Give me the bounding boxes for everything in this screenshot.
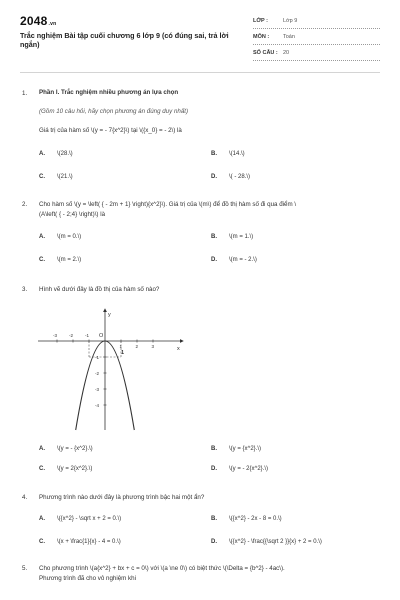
- option-letter[interactable]: D.: [211, 257, 217, 263]
- option-text[interactable]: \(14.\): [229, 151, 245, 157]
- meta-label: MÔN :: [253, 33, 270, 40]
- option-letter[interactable]: C.: [39, 466, 45, 472]
- question-number: 4.: [22, 494, 28, 501]
- parabola-graph: [38, 306, 188, 431]
- x-tick-label: 1: [119, 344, 123, 349]
- option-text[interactable]: \({x^2} - \frac{{\sqrt 2 }}{x} + 2 = 0.\): [229, 539, 322, 545]
- question-2-line-1: Cho hàm số \(y = \left( { - 2m + 1} \right){x^2}\). Giá trị của \(m\) để đồ thị hàm số đi qua điểm \: [39, 201, 297, 208]
- document-title: Trắc nghiệm Bài tập cuối chương 6 lớp 9 (có đúng sai, trả lời ngắn): [20, 31, 229, 49]
- origin-label: O: [99, 333, 104, 339]
- option-text[interactable]: \( - 28.\): [229, 174, 251, 180]
- option-letter[interactable]: A.: [39, 446, 45, 452]
- question-5-line-2: Phương trình đã cho vô nghiệm khi: [39, 574, 136, 582]
- option-text[interactable]: \(y = {x^2}.\): [229, 446, 261, 452]
- question-4-text: Phương trình nào dưới đây là phương trình bậc hai một ẩn?: [39, 494, 205, 501]
- section-number: 1.: [22, 90, 28, 97]
- logo-suffix: .vn: [48, 21, 57, 27]
- meta-label: LỚP :: [253, 17, 268, 24]
- question-number: 3.: [22, 286, 28, 293]
- meta-table: [253, 13, 380, 61]
- option-text[interactable]: \(y = 2{x^2}.\): [57, 466, 93, 472]
- option-letter[interactable]: B.: [211, 446, 217, 452]
- option-letter[interactable]: C.: [39, 257, 45, 263]
- option-text[interactable]: \(y = - 2{x^2}.\): [229, 466, 268, 472]
- option-letter[interactable]: B.: [211, 234, 217, 240]
- option-letter[interactable]: C.: [39, 174, 45, 180]
- meta-row-class: [253, 13, 380, 29]
- x-axis-label: x: [177, 346, 180, 352]
- question-1-text: Giá trị của hàm số \(y = - 7{x^2}\) tại \({x_0} = - 2\) là: [39, 127, 182, 134]
- x-tick-label: -2: [69, 333, 74, 338]
- option-text[interactable]: \(m = 1.\): [229, 234, 254, 240]
- meta-value: Lớp 9: [283, 17, 298, 24]
- question-number: 2.: [22, 201, 28, 208]
- meta-row-subject: [253, 29, 380, 45]
- site-logo[interactable]: 2048.vn: [20, 14, 57, 28]
- option-text[interactable]: \({x^2} - \sqrt x + 2 = 0.\): [57, 516, 122, 522]
- y-axis-label: y: [108, 312, 111, 318]
- option-text[interactable]: \(y = - {x^2}.\): [57, 446, 93, 452]
- option-text[interactable]: \(28.\): [57, 151, 73, 157]
- question-number: 5.: [22, 565, 28, 572]
- question-5-line-1: Cho phương trình \(a{x^2} + bx + c = 0\) với \(a \ne 0\) có biệt thức \(\Delta = {b^2} - 4ac\).: [39, 565, 285, 572]
- header-divider: [20, 72, 380, 73]
- option-letter[interactable]: A.: [39, 234, 45, 240]
- x-tick-label: 2: [135, 344, 139, 349]
- meta-row-count: [253, 45, 380, 61]
- section-title: Phần I. Trắc nghiệm nhiều phương án lựa chọn: [39, 89, 179, 96]
- x-tick-label: -1: [85, 333, 90, 338]
- option-letter[interactable]: A.: [39, 151, 45, 157]
- option-letter[interactable]: D.: [211, 539, 217, 545]
- option-letter[interactable]: D.: [211, 174, 217, 180]
- y-tick-label: -3: [95, 387, 100, 392]
- point-label: 1: [121, 350, 125, 356]
- x-tick-label: 3: [151, 344, 155, 349]
- option-letter[interactable]: B.: [211, 516, 217, 522]
- y-tick-label: -4: [95, 403, 100, 408]
- y-tick-label: -1: [95, 355, 100, 360]
- option-text[interactable]: \(m = - 2.\): [229, 257, 257, 263]
- meta-value: 20: [283, 49, 290, 56]
- option-text[interactable]: \(x + \frac{1}{x} - 4 = 0.\): [57, 539, 121, 545]
- option-letter[interactable]: D.: [211, 466, 217, 472]
- option-text[interactable]: \(21.\): [57, 174, 73, 180]
- meta-value: Toán: [283, 33, 295, 40]
- option-letter[interactable]: C.: [39, 539, 45, 545]
- y-tick-label: -2: [95, 371, 100, 376]
- option-text[interactable]: \({x^2} - 2x - 8 = 0.\): [229, 516, 282, 522]
- option-text[interactable]: \(m = 2.\): [57, 257, 82, 263]
- question-2-line-2: (A\left( { - 2;4} \right)\) là: [39, 210, 106, 218]
- option-text[interactable]: \(m = 0.\): [57, 234, 82, 240]
- option-letter[interactable]: A.: [39, 516, 45, 522]
- meta-label: SỐ CÂU :: [253, 49, 278, 56]
- question-3-text: Hình vẽ dưới đây là đồ thị của hàm số nào?: [39, 286, 160, 293]
- x-tick-label: -3: [53, 333, 58, 338]
- option-letter[interactable]: B.: [211, 151, 217, 157]
- section-note: (Gồm 10 câu hỏi, hãy chọn phương án đúng duy nhất): [39, 108, 189, 115]
